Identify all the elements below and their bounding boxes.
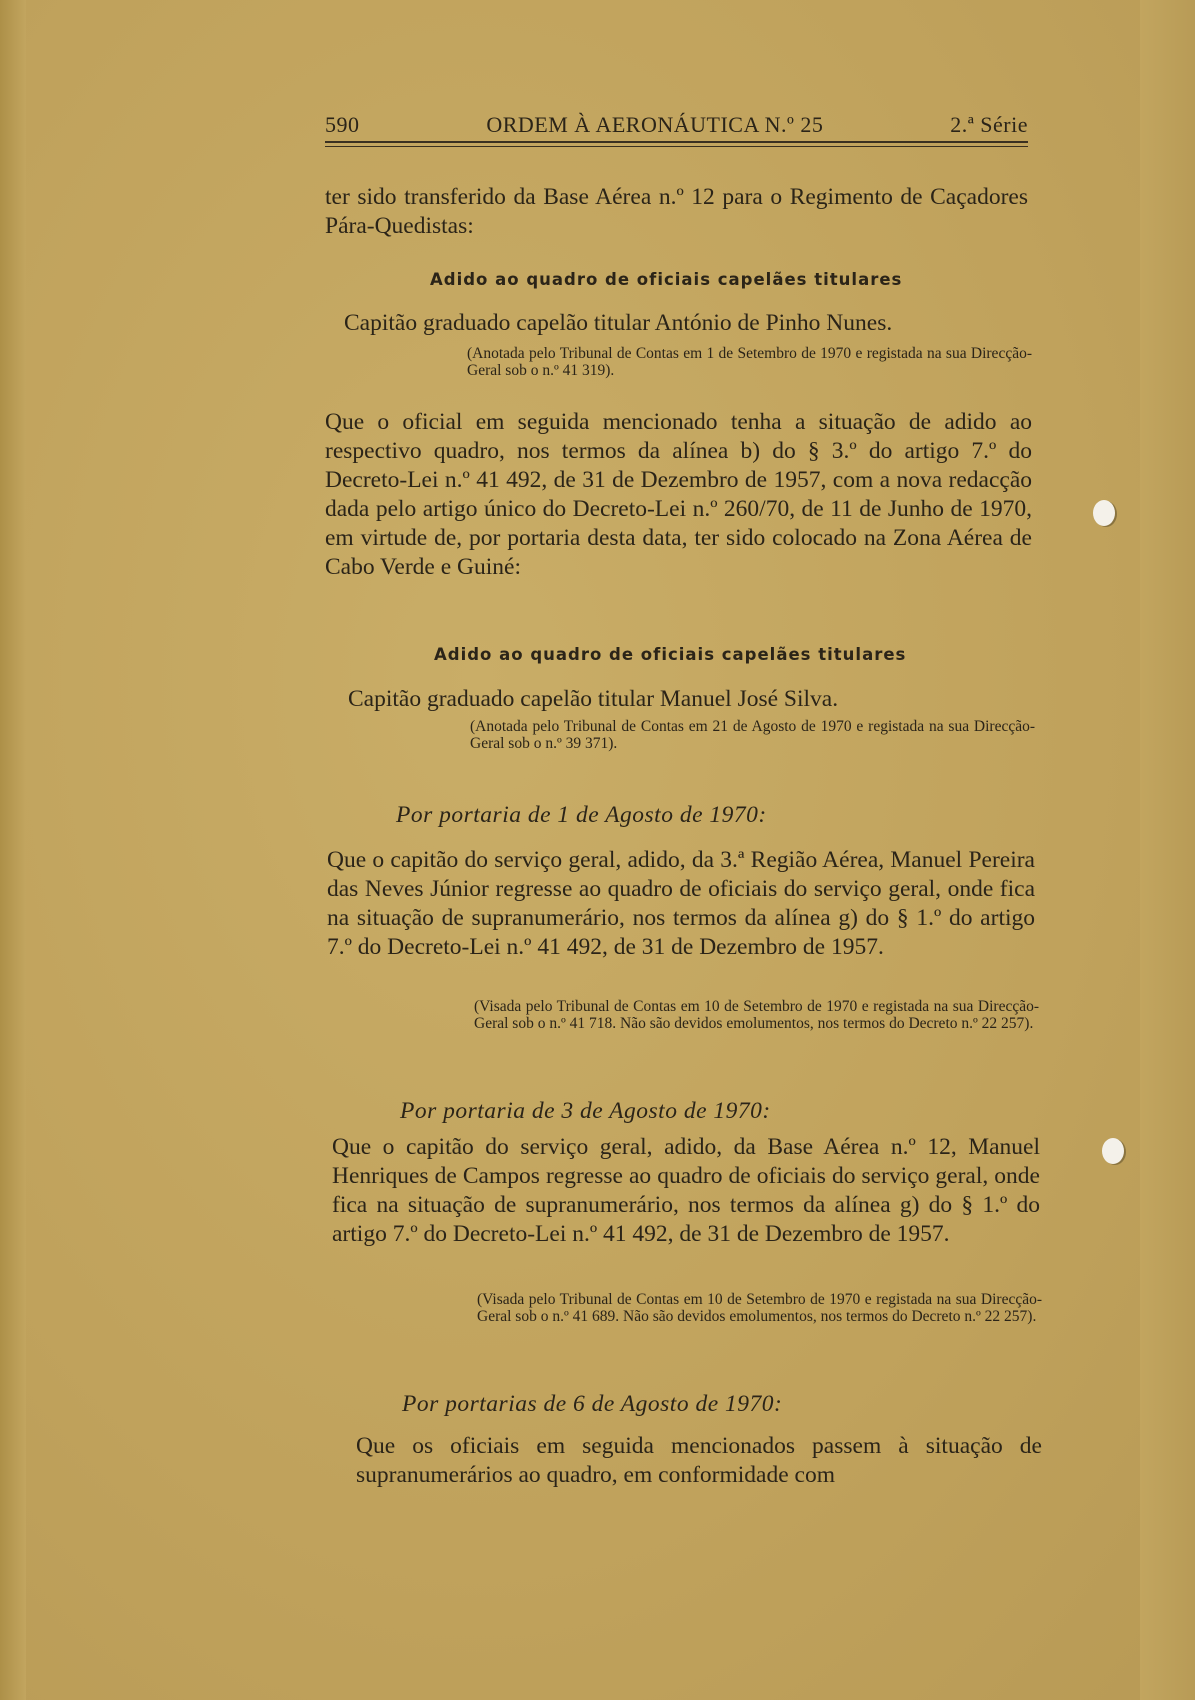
- ordinance-heading: Por portaria de 3 de Agosto de 1970:: [400, 1098, 771, 1124]
- registration-note: (Visada pelo Tribunal de Contas em 10 de Setembro de 1970 e registada na sua Direcção-Geral sob o n.º 41 689. Não são devidos emolumentos, nos termos do Decreto n.º 22 257).: [477, 1291, 1042, 1325]
- header-rule: [325, 141, 1028, 143]
- paragraph: Que o oficial em seguida mencionado tenha a situação de adido ao respectivo quadro, nos termos da alínea b) do § 3.º do artigo 7.º do Decreto-Lei n.º 41 492, de 31 de Dezembro de 1957, com a nova redacção dada pelo artigo único do Decreto-Lei n.º 260/70, de 11 de Junho de 1970, em virtude de, por portaria desta data, ter sido colocado na Zona Aérea de Cabo Verde e Guiné:: [325, 409, 1032, 580]
- registration-note: (Anotada pelo Tribunal de Contas em 21 de Agosto de 1970 e registada na sua Direcção-Geral sob o n.º 39 371).: [470, 718, 1035, 752]
- paragraph: ter sido transferido da Base Aérea n.º 12 para o Regimento de Caçadores Pára-Quedistas:: [325, 184, 1028, 239]
- registration-note: (Anotada pelo Tribunal de Contas em 1 de Setembro de 1970 e registada na sua Direcção-Geral sob o n.º 41 319).: [467, 345, 1032, 379]
- officer-name: Capitão graduado capelão titular António de Pinho Nunes.: [344, 310, 893, 336]
- section-heading: Adido ao quadro de oficiais capelães titulares: [434, 645, 907, 664]
- officer-name: Capitão graduado capelão titular Manuel José Silva.: [348, 686, 839, 712]
- registration-note: (Visada pelo Tribunal de Contas em 10 de Setembro de 1970 e registada na sua Direcção-Geral sob o n.º 41 718. Não são devidos emolumentos, nos termos do Decreto n.º 22 257).: [474, 998, 1039, 1032]
- punch-hole: [1093, 500, 1115, 526]
- publication-title: ORDEM À AERONÁUTICA N.º 25: [486, 112, 824, 137]
- paragraph: Que os oficiais em seguida mencionados passem à situação de supranumerários ao quadro, em conformidade com: [356, 1433, 1042, 1488]
- page-edge-left: [0, 0, 26, 1700]
- paragraph: Que o capitão do serviço geral, adido, da Base Aérea n.º 12, Manuel Henriques de Campos regresse ao quadro de oficiais do serviço geral, onde fica na situação de supranumerário, nos termos da alínea g) do § 1.º do artigo 7.º do Decreto-Lei n.º 41 492, de 31 de Dezembro de 1957.: [332, 1134, 1040, 1247]
- page-header: [325, 112, 1028, 138]
- paragraph: Que o capitão do serviço geral, adido, da 3.ª Região Aérea, Manuel Pereira das Neves Júnior regresse ao quadro de oficiais do serviço geral, onde fica na situação de supranumerário, nos termos da alínea g) do § 1.º do artigo 7.º do Decreto-Lei n.º 41 492, de 31 de Dezembro de 1957.: [327, 847, 1035, 960]
- ordinance-heading: Por portaria de 1 de Agosto de 1970:: [396, 802, 767, 828]
- page-edge-right: [1140, 0, 1195, 1700]
- header-rule: [325, 146, 1028, 147]
- series-label: 2.ª Série: [950, 112, 1028, 137]
- ordinance-heading: Por portarias de 6 de Agosto de 1970:: [402, 1391, 783, 1417]
- page-number: 590: [325, 112, 360, 137]
- punch-hole: [1102, 1138, 1124, 1164]
- section-heading: Adido ao quadro de oficiais capelães titulares: [430, 270, 903, 289]
